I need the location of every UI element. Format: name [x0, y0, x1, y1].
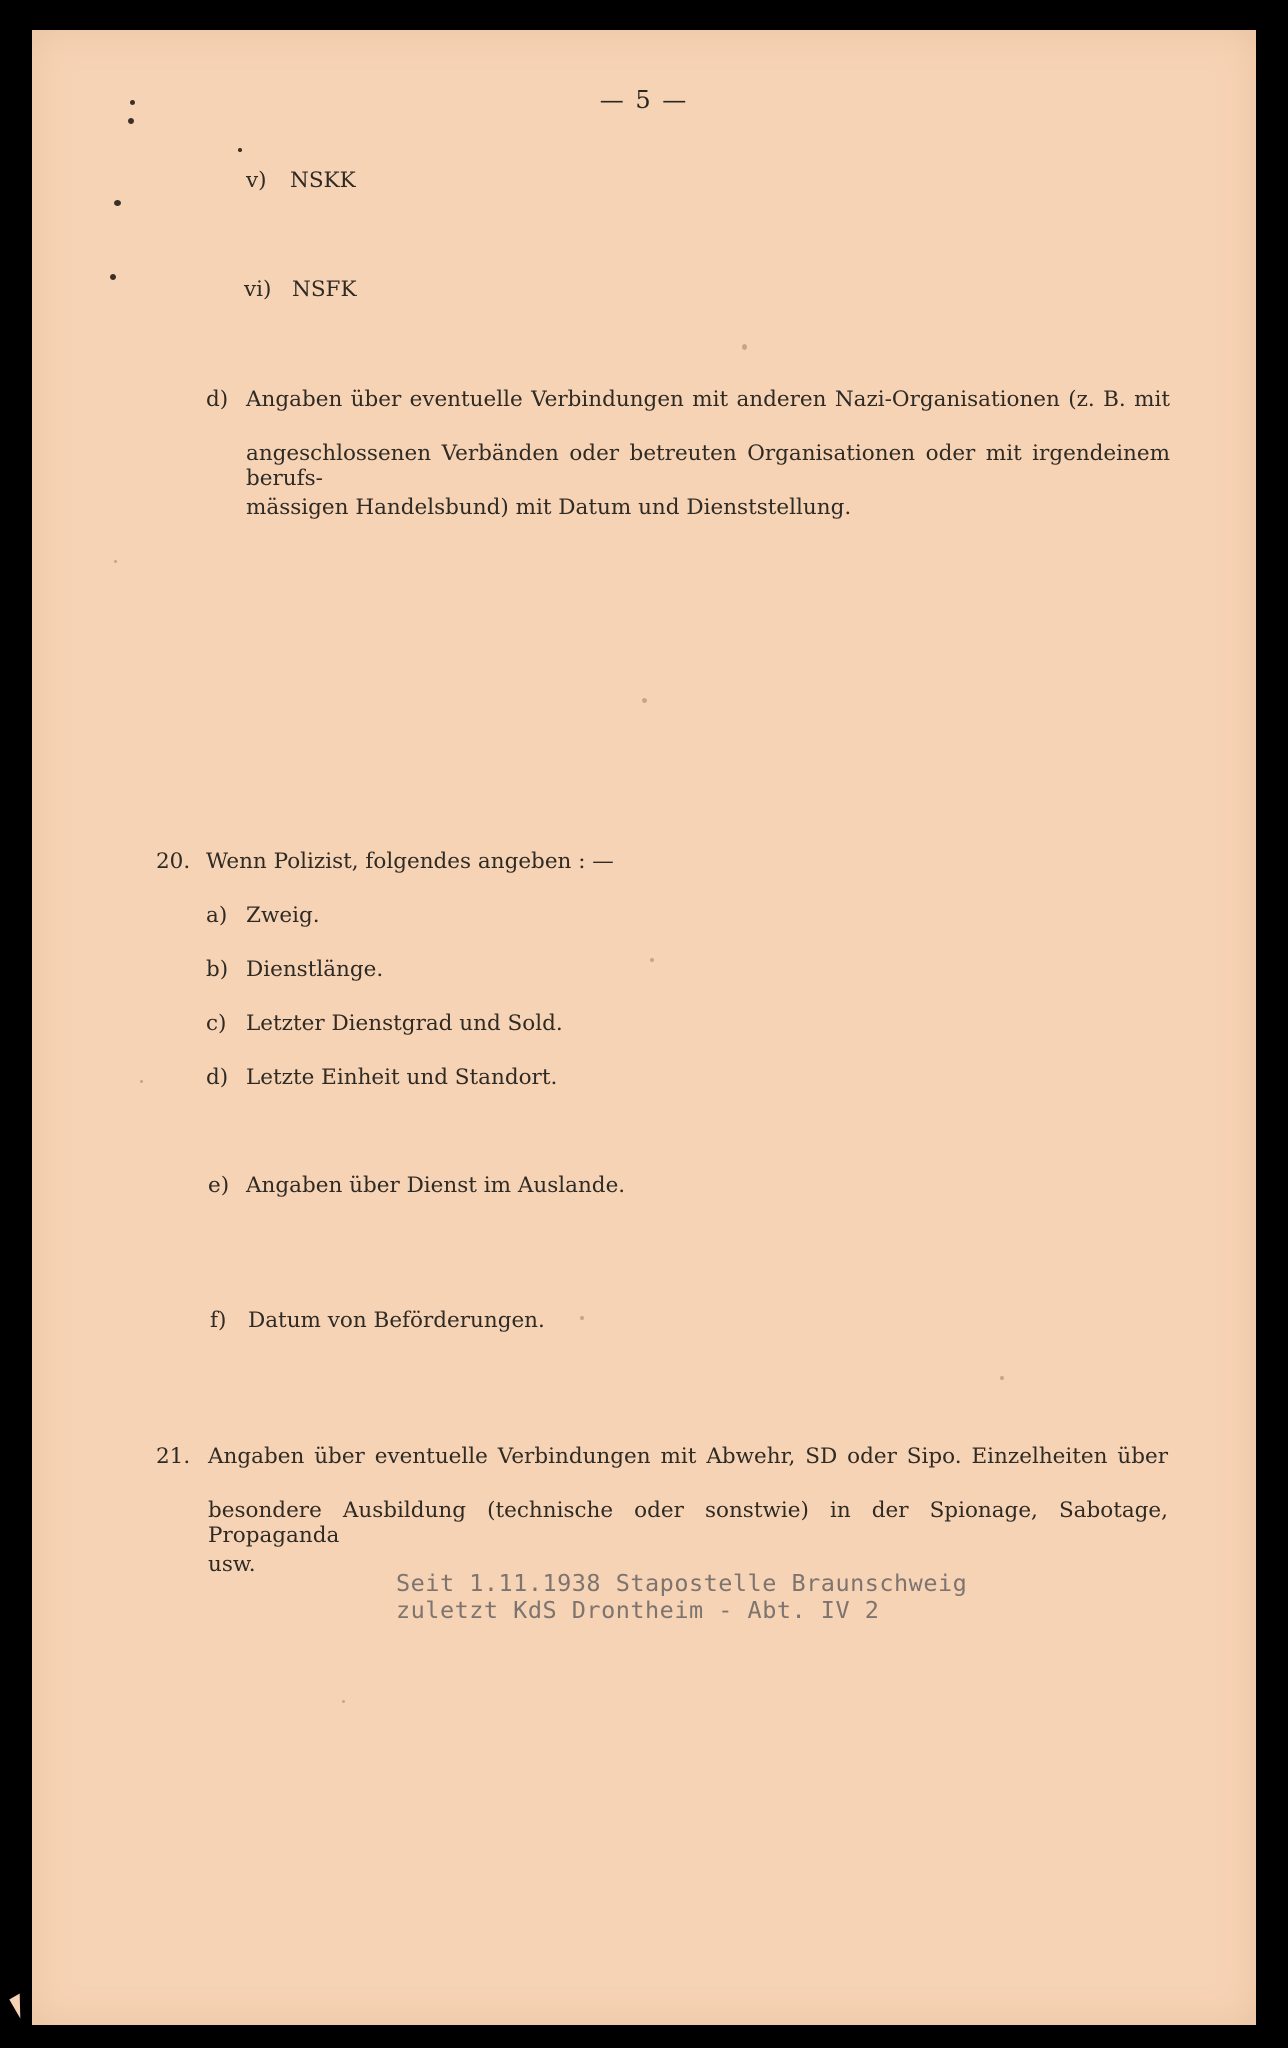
item-v-text: NSKK — [290, 168, 356, 193]
paper-corner-mark — [9, 1993, 30, 2018]
paper-speck — [238, 148, 242, 152]
paper-speck — [114, 200, 121, 206]
typed-answer-line-2: zuletzt KdS Drontheim - Abt. IV 2 — [396, 1596, 880, 1624]
item-v-marker: v) — [246, 168, 267, 193]
item-vi-text: NSFK — [292, 277, 357, 302]
paper-speck — [1000, 1376, 1004, 1380]
item-vi — [244, 277, 357, 302]
paper-speck — [130, 100, 135, 105]
question-20-item-d: d) Letzte Einheit und Standort. — [206, 1065, 558, 1090]
item-d-marker: d) — [206, 387, 229, 412]
item-d-line-2: angeschlossenen Verbänden oder betreuten Organisationen oder mit irgendeinem berufs- — [246, 441, 1170, 491]
question-20-item-b: b) Dienstlänge. — [206, 957, 384, 982]
question-21-line-2: besondere Ausbildung (technische oder sonstwie) in der Spionage, Sabotage, Propaganda — [208, 1498, 1168, 1548]
question-21-number: 21. — [156, 1444, 191, 1469]
item-d-line-1: Angaben über eventuelle Verbindungen mit anderen Nazi-Organisationen (z. B. mit — [246, 387, 1170, 412]
paper-speck — [642, 698, 647, 703]
paper-speck — [342, 1700, 345, 1703]
question-20-number: 20. — [156, 849, 191, 874]
page-number: — 5 — — [599, 86, 689, 114]
typed-answer-line-1: Seit 1.11.1938 Stapostelle Braunschweig — [396, 1569, 968, 1597]
item-v — [246, 168, 356, 193]
paper-speck — [140, 1080, 143, 1083]
paper-speck — [580, 1316, 584, 1320]
question-20-text: Wenn Polizist, folgendes angeben : — — [206, 849, 614, 874]
question-20-item-f: f) Datum von Beförderungen. — [210, 1308, 545, 1333]
question-21-line-1: Angaben über eventuelle Verbindungen mit Abwehr, SD oder Sipo. Einzelheiten über — [208, 1444, 1168, 1469]
paper-speck — [742, 344, 747, 350]
question-21-line-3: usw. — [208, 1552, 256, 1577]
item-d-line-3: mässigen Handelsbund) mit Datum und Dienststellung. — [246, 495, 852, 520]
paper-speck — [650, 958, 654, 962]
paper-speck — [128, 118, 134, 124]
paper-speck — [114, 560, 117, 563]
item-vi-marker: vi) — [244, 277, 272, 302]
question-20-item-c: c) Letzter Dienstgrad und Sold. — [206, 1011, 563, 1036]
document-page — [32, 30, 1256, 2025]
question-20-item-e: e) Angaben über Dienst im Auslande. — [208, 1173, 626, 1198]
question-20-item-a: a) Zweig. — [206, 903, 320, 928]
paper-speck — [110, 274, 116, 280]
